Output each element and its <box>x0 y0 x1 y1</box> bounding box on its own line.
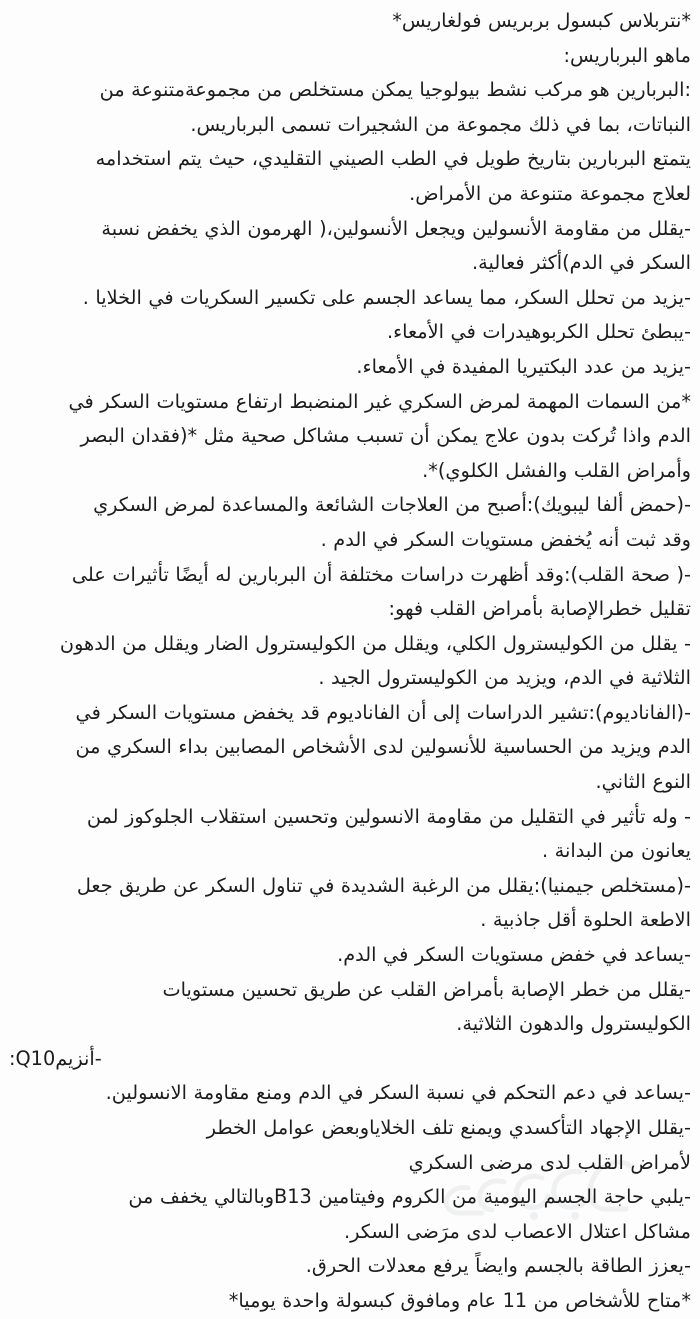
text-line: -يزيد من عدد البكتيريا المفيدة في الأمعاء. <box>356 354 691 378</box>
text-line: لأمراض القلب لدى مرضى السكري <box>408 1150 691 1174</box>
text-line: -يعزز الطاقة بالجسم وايضاً يرفع معدلات الحرق. <box>305 1254 691 1278</box>
text-line: لعلاج مجموعة متنوعة من الأمراض. <box>409 181 691 205</box>
text-line: الاطعة الحلوة أقل جاذبية . <box>480 908 691 932</box>
text-line: الدم واذا تُركت بدون علاج يمكن أن تسبب مشاكل صحية مثل *(فقدان البصر <box>80 424 691 448</box>
text-line: وأمراض القلب والفشل الكلوي)*. <box>422 458 691 482</box>
text-line: -يزيد من تحلل السكر، مما يساعد الجسم على تكسير السكريات في الخلايا . <box>82 285 691 309</box>
text-line: تقليل خطرالإصابة بأمراض القلب فهو: <box>388 597 691 621</box>
text-line: *من السمات المهمة لمرض السكري غير المنضبط ارتفاع مستويات السكر في <box>68 389 691 413</box>
text-line: الكوليسترول والدهون الثلاثية. <box>456 1012 691 1036</box>
text-line: يعانون من البدانة . <box>542 839 691 863</box>
text-line: -يقلل الإجهاد التأكسدي ويمنع تلف الخلاياوبعض عوامل الخطر <box>206 1116 691 1139</box>
text-line: مشاكل اعتلال الاعصاب لدى مرَضى السكر. <box>344 1219 691 1243</box>
text-line: النوع الثاني. <box>595 770 691 794</box>
text-line: -(مستخلص جيمنيا):يقلل من الرغبة الشديدة في تناول السكر عن طريق جعل <box>76 873 691 897</box>
text-line: يتمتع البربارين بتاريخ طويل في الطب الصيني التقليدي، حيث يتم استخدامه <box>95 147 691 171</box>
text-line: - وله تأثير في التقليل من مقاومة الانسولين وتحسين استقلاب الجلوكوز لمن <box>86 804 691 828</box>
text-line: - يقلل من الكوليسترول الكلي، ويقلل من الكوليسترول الضار ويقلل من الدهون <box>59 631 691 655</box>
text-line: -يساعد في دعم التحكم في نسبة السكر في الدم ومنع مقاومة الانسولين. <box>105 1081 691 1105</box>
text-line: ماهو البرباريس: <box>563 43 691 67</box>
text-line: الدم ويزيد من الحساسية للأنسولين لدى الأشخاص المصابين بداء السكري من <box>75 735 691 759</box>
text-line: -( صحة القلب):وقد أظهرت دراسات مختلفة أن البربارين له أيضًا تأثيرات على <box>71 562 691 586</box>
text-line: الثلاثية في الدم، ويزيد من الكوليسترول الجيد . <box>318 666 691 690</box>
text-line: *متاح للأشخاص من 11 عام ومافوق كبسولة واحدة يوميا* <box>228 1288 691 1312</box>
text-line: -يساعد في خفض مستويات السكر في الدم. <box>337 943 691 967</box>
text-line: السكر في الدم)أكثر فعالية. <box>472 251 691 275</box>
text-line: -يقلل من مقاومة الأنسولين ويجعل الأنسولين،( الهرمون الذي يخفض نسبة <box>101 216 691 240</box>
text-line: -يلبي حاجة الجسم اليومية من الكروم وفيتامين B13وبالتالي يخفف من <box>128 1185 691 1209</box>
text-line: -(حمض ألفا ليبويك):أصبح من العلاجات الشائعة والمساعدة لمرض السكري <box>93 493 691 517</box>
text-line: -(الفاناديوم):تشير الدراسات إلى أن الفاناديوم قد يخفض مستويات السكر في <box>75 700 691 724</box>
text-line: النباتات، بما في ذلك مجموعة من الشجيرات تسمى البرباريس. <box>190 112 691 136</box>
text-line: -يبطئ تحلل الكربوهيدرات في الأمعاء. <box>386 320 691 344</box>
text-line: -أنزيمQ10: <box>9 1046 102 1070</box>
text-line: *نتربلاس كبسول بربريس فولغاريس* <box>392 9 691 32</box>
text-line: :البربارين هو مركب نشط بيولوجيا يمكن مستخلص من مجموعةمتنوعة من <box>99 78 691 102</box>
text-line: -يقلل من خطر الإصابة بأمراض القلب عن طريق تحسين مستويات <box>162 977 691 1001</box>
text-line: وقد ثبت أنه يُخفض مستويات السكر في الدم . <box>320 527 691 551</box>
